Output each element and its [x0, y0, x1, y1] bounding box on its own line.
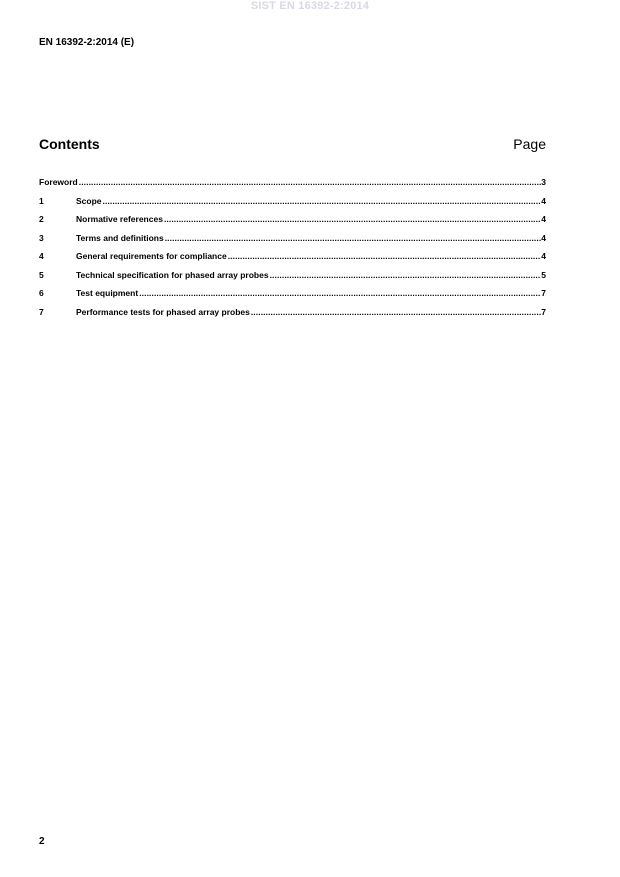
document-identifier: EN 16392-2:2014 (E) [39, 37, 135, 48]
toc-leader-dots [163, 214, 541, 224]
toc-leader-dots [78, 177, 542, 187]
toc-entry-general-requirements[interactable] [39, 251, 546, 270]
toc-entry-number: 2 [39, 214, 44, 224]
toc-entry-performance-tests[interactable] [39, 307, 546, 326]
toc-leader-dots [250, 307, 541, 317]
toc-entry-page: 3 [541, 177, 546, 187]
toc-entry-title: Normative references [76, 214, 163, 224]
toc-entry-page: 4 [541, 251, 546, 261]
toc-entry-number: 5 [39, 269, 44, 280]
toc-entry-page: 4 [541, 214, 546, 224]
toc-leader-dots [102, 196, 542, 206]
toc-entry-title: General requirements for compliance [76, 251, 227, 261]
toc-entry-foreword[interactable] [39, 177, 546, 196]
toc-entry-title: Technical specification for phased array probes [76, 269, 269, 280]
toc-entry-number: 1 [39, 195, 44, 206]
toc-entry-technical-specification[interactable] [39, 270, 546, 289]
toc-entry-title: Performance tests for phased array probes [76, 306, 250, 317]
toc-leader-dots [269, 270, 542, 280]
toc-entry-page: 7 [541, 306, 546, 317]
toc-entry-scope[interactable] [39, 196, 546, 215]
toc-entry-page: 7 [541, 288, 546, 298]
toc-entry-title: Scope [76, 195, 102, 206]
toc-entry-number: 7 [39, 306, 44, 317]
table-of-contents [39, 177, 546, 325]
toc-entry-test-equipment[interactable] [39, 288, 546, 307]
watermark-text: SIST EN 16392-2:2014 [250, 0, 370, 12]
page-column-label: Page [513, 136, 546, 152]
toc-entry-title: Foreword [39, 177, 78, 187]
toc-entry-page: 5 [541, 269, 546, 280]
toc-entry-normative-references[interactable] [39, 214, 546, 233]
toc-entry-page: 4 [541, 232, 546, 243]
contents-heading-row [39, 136, 546, 152]
toc-entry-number: 6 [39, 288, 44, 298]
page-number: 2 [39, 836, 45, 847]
toc-entry-page: 4 [541, 195, 546, 206]
toc-entry-title: Terms and definitions [76, 232, 164, 243]
toc-entry-title: Test equipment [76, 288, 139, 298]
contents-title: Contents [39, 136, 100, 152]
toc-leader-dots [227, 251, 542, 261]
toc-entry-number: 3 [39, 232, 44, 243]
toc-entry-terms-and-definitions[interactable] [39, 233, 546, 252]
toc-entry-number: 4 [39, 251, 44, 261]
toc-leader-dots [164, 233, 542, 243]
toc-leader-dots [138, 288, 541, 298]
